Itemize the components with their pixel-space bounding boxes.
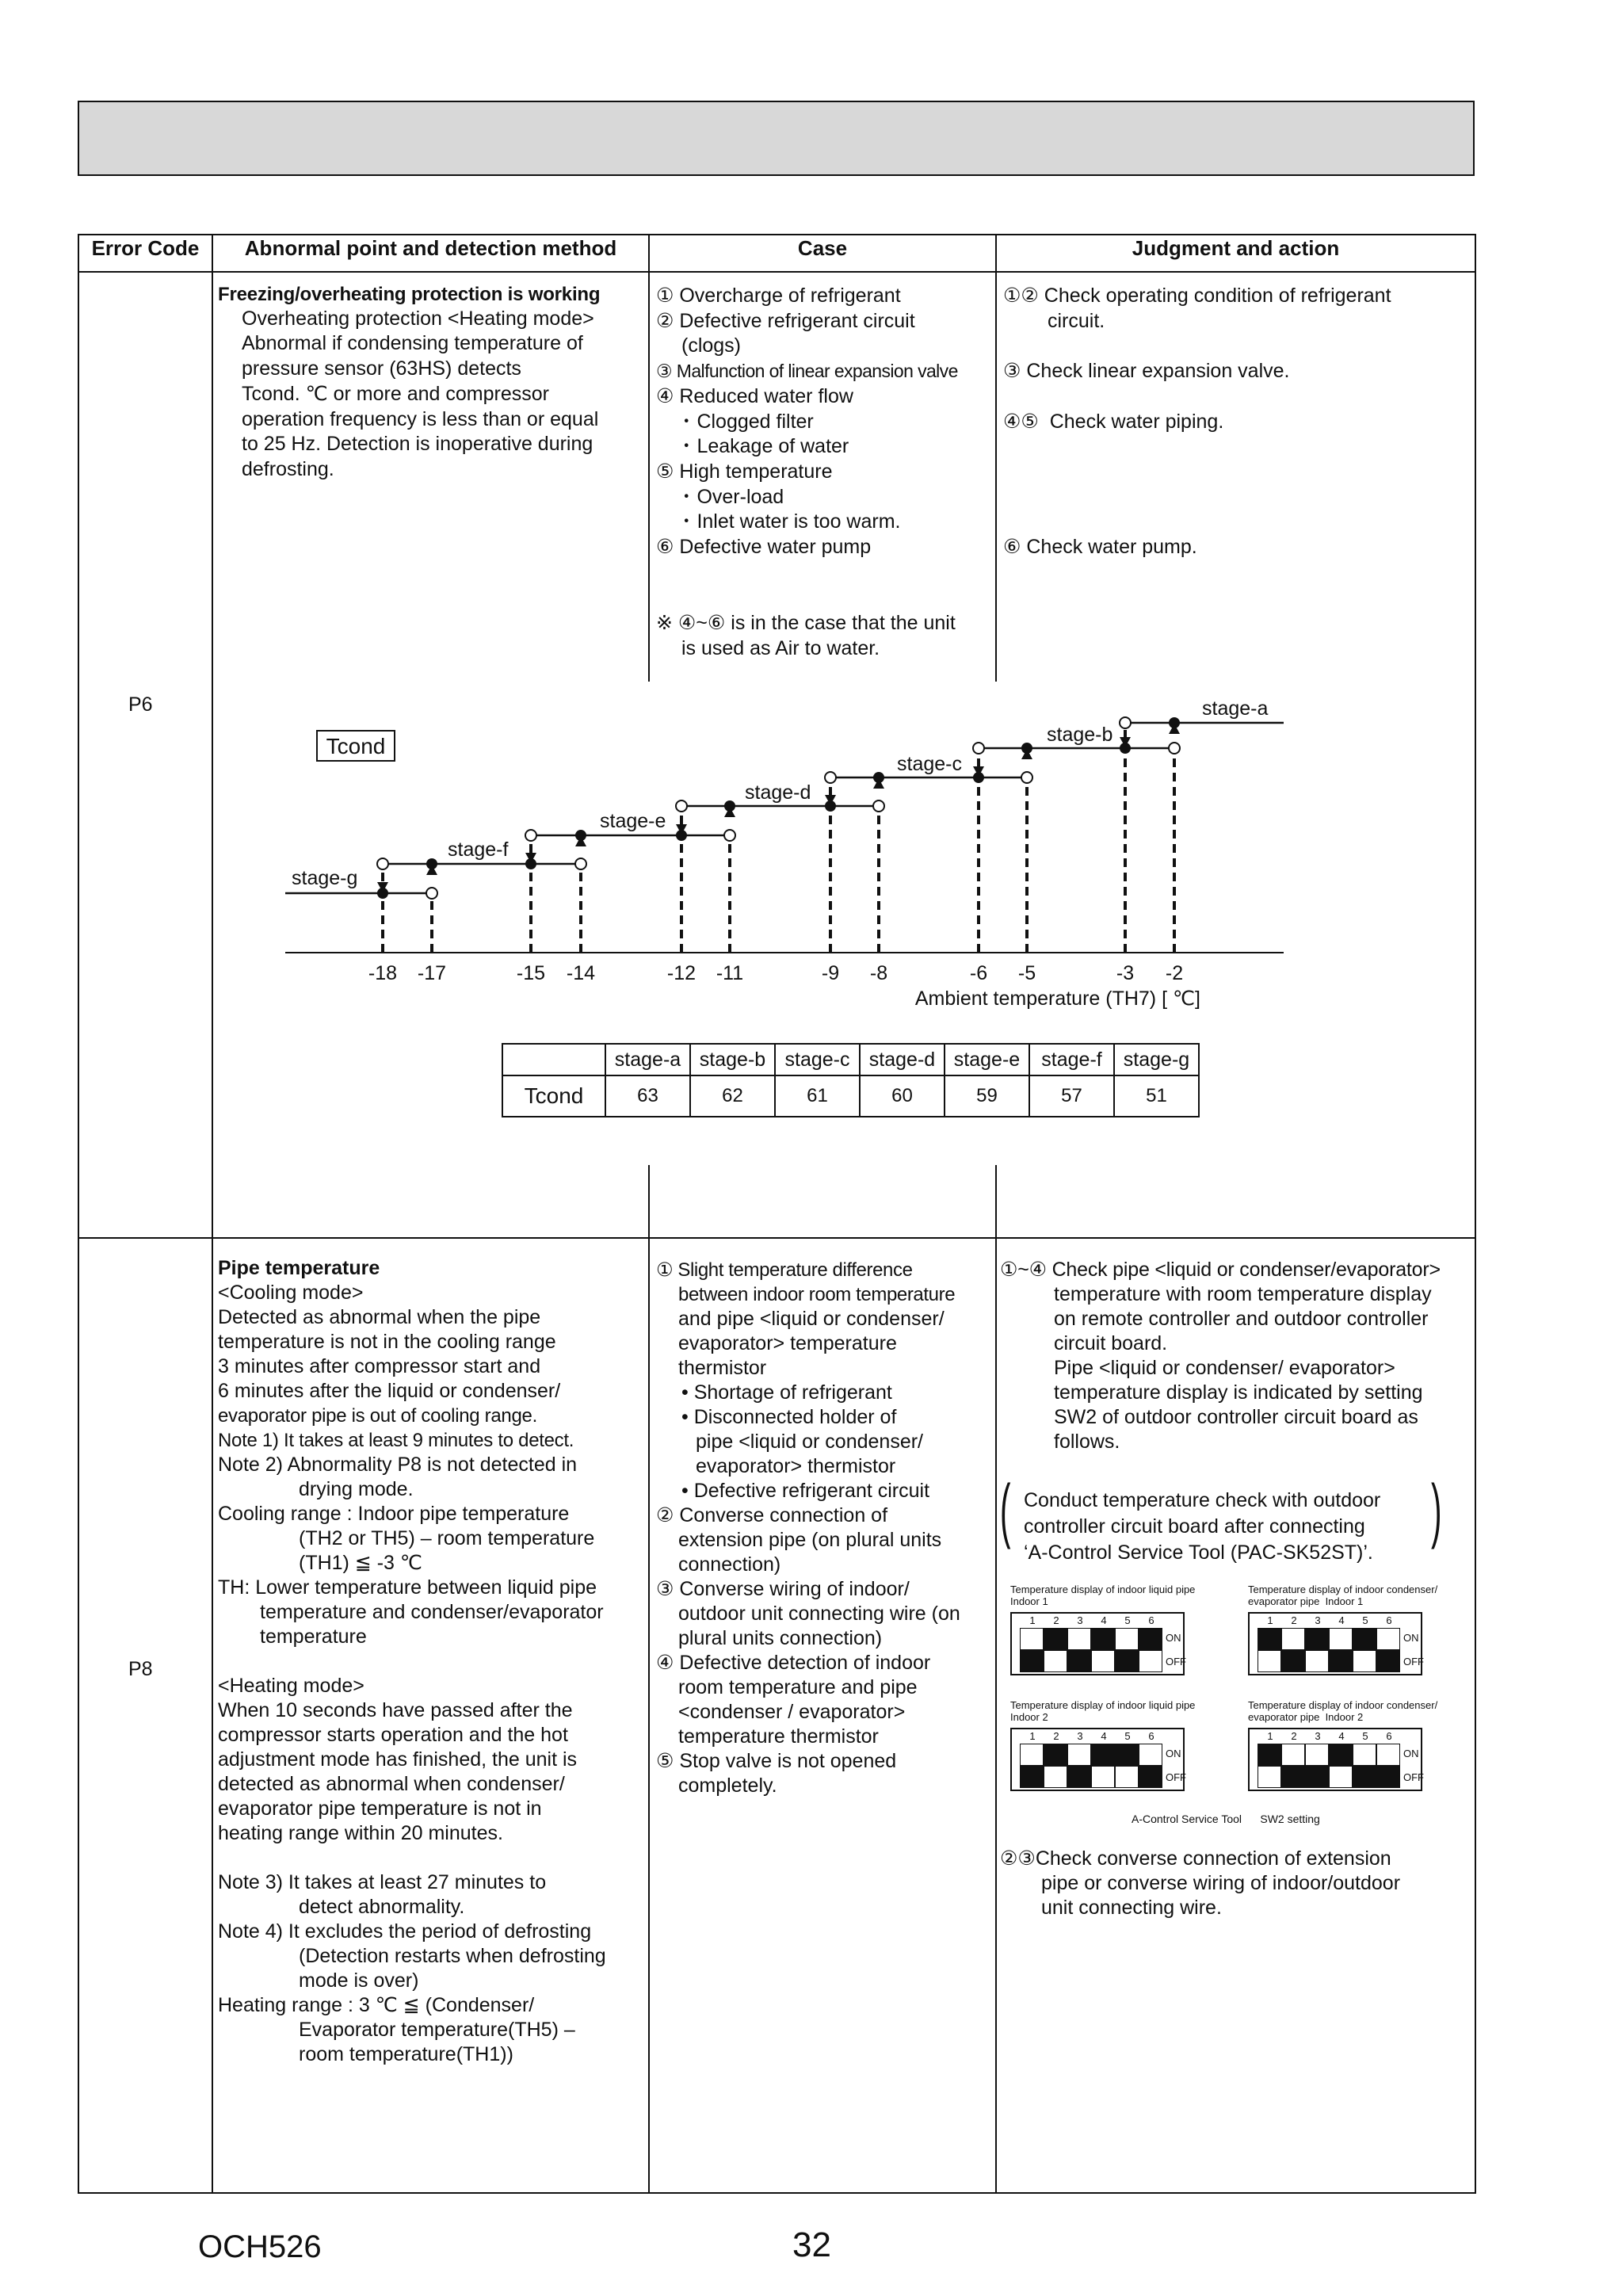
stage-table-header — [502, 1044, 1199, 1075]
p8-detection-line: mode is over) — [299, 1969, 419, 1992]
p6-case-line: (clogs) — [681, 334, 742, 357]
p8-case-line: pipe <liquid or condenser/ — [696, 1431, 923, 1453]
sw2-panel-caption: Temperature display of indoor condenser/ evaporator pipe Indoor 1 — [1248, 1584, 1438, 1607]
p6-case-line: ② Defective refrigerant circuit — [656, 310, 915, 332]
stage-table-corner — [502, 1044, 605, 1075]
p8-detection-line: Note 4) It excludes the period of defrosting — [218, 1920, 592, 1943]
p8-action-line: temperature display is indicated by setting — [1054, 1381, 1423, 1404]
p8-case-line: ② Converse connection of — [656, 1504, 888, 1526]
dip-switch — [1139, 1744, 1162, 1766]
p8-action-note: controller circuit board after connecting — [1024, 1515, 1365, 1538]
dip-switch — [1020, 1744, 1044, 1766]
header-error-code: Error Code — [91, 236, 200, 260]
p6-action-line: circuit. — [1048, 310, 1105, 332]
dip-switch-block — [1248, 1728, 1422, 1791]
dip-switch-number: 4 — [1101, 1614, 1107, 1626]
p6-detection-line: pressure sensor (63HS) detects — [242, 357, 521, 380]
dip-switch-number: 1 — [1029, 1614, 1036, 1626]
p8-case-line: plural units connection) — [678, 1627, 883, 1649]
footer-model: OCH526 — [198, 2229, 322, 2264]
p8-code: P8 — [128, 1658, 153, 1680]
dip-switch-fill — [1281, 1650, 1305, 1672]
row-divider — [78, 1237, 1476, 1239]
stage-label: stage-c — [897, 753, 962, 775]
p8-detection-line: (Detection restarts when defrosting — [299, 1945, 606, 1967]
p6-detection-line: Tcond. ℃ or more and compressor — [242, 383, 549, 405]
open-point — [873, 800, 884, 812]
dip-on-label: ON — [1403, 1748, 1419, 1759]
stage-label: stage-g — [292, 867, 358, 889]
open-point — [426, 888, 437, 899]
dip-switch-number: 4 — [1101, 1730, 1107, 1742]
p6-detection-line: Overheating protection <Heating mode> — [242, 308, 594, 330]
p8-case-line: ① Slight temperature difference — [656, 1259, 913, 1281]
p8-detection-line: <Heating mode> — [218, 1675, 364, 1697]
x-tick-label: -3 — [1116, 962, 1135, 984]
p6-detection-line: to 25 Hz. Detection is inoperative during — [242, 433, 593, 455]
x-tick-label: -9 — [821, 962, 840, 984]
open-point — [525, 830, 536, 841]
p6-detection-title: Freezing/overheating protection is working — [218, 284, 601, 305]
stage-value: 61 — [775, 1075, 860, 1117]
dip-switch-fill — [1139, 1628, 1162, 1650]
col-divider-3b — [995, 1165, 997, 2194]
p8-detection-line: 3 minutes after compressor start and — [218, 1355, 541, 1377]
p8-action-line: ①~④ Check pipe <liquid or condenser/evaporator> — [1000, 1259, 1441, 1281]
open-point — [1021, 772, 1032, 783]
open-point — [973, 743, 984, 754]
p8-action-note: Conduct temperature check with outdoor — [1024, 1489, 1381, 1511]
x-tick-label: -6 — [969, 962, 988, 984]
p6-case-line: ･ Over-load — [681, 486, 784, 508]
dip-switch — [1044, 1650, 1067, 1672]
sw2-panel-caption: Temperature display of indoor liquid pipe Indoor 2 — [1010, 1699, 1196, 1723]
p8-detection-line: temperature — [260, 1626, 367, 1648]
dip-switch — [1305, 1744, 1329, 1766]
p8-case-line: and pipe <liquid or condenser/ — [678, 1308, 945, 1330]
x-axis-label: Ambient temperature (TH7) [ ℃] — [914, 988, 1200, 1010]
dip-switch-number: 5 — [1362, 1614, 1368, 1626]
x-tick-label: -11 — [716, 962, 744, 984]
p8-case-line: ④ Defective detection of indoor — [656, 1652, 931, 1674]
p8-action-line: Pipe <liquid or condenser/ evaporator> — [1054, 1357, 1395, 1379]
p8-case-line: evaporator> temperature — [678, 1332, 897, 1354]
dip-switch-fill — [1044, 1628, 1067, 1650]
p8-detection-title: Pipe temperature — [218, 1257, 380, 1279]
p8-detection-line: evaporator pipe is out of cooling range. — [218, 1405, 537, 1427]
p6-detection-line: operation frequency is less than or equal — [242, 408, 599, 430]
dip-switch-block — [1010, 1728, 1185, 1791]
p6-case-line: ･ Inlet water is too warm. — [681, 510, 901, 533]
p8-case-line: room temperature and pipe — [678, 1676, 918, 1698]
p8-case-line: • Defective refrigerant circuit — [681, 1480, 930, 1502]
header-case: Case — [797, 236, 848, 260]
dip-switch-number: 4 — [1338, 1730, 1345, 1742]
p8-detection-line: 6 minutes after the liquid or condenser/ — [218, 1380, 561, 1402]
stage-label: stage-a — [1202, 697, 1269, 720]
dip-switch-number: 2 — [1053, 1730, 1059, 1742]
dip-off-label: OFF — [1403, 1656, 1424, 1668]
p8-action-line: circuit board. — [1054, 1332, 1168, 1354]
p8-action-line: on remote controller and outdoor controller — [1054, 1308, 1429, 1330]
dip-switch-number: 1 — [1267, 1730, 1273, 1742]
dip-switch — [1139, 1650, 1162, 1672]
tcond-chart — [0, 0, 1622, 1030]
dip-switch-number: 6 — [1386, 1614, 1392, 1626]
dip-switch — [1329, 1628, 1353, 1650]
stage-value: 59 — [945, 1075, 1029, 1117]
p6-case-line: ⑥ Defective water pump — [656, 536, 872, 558]
p8-case-line: connection) — [678, 1553, 781, 1576]
p6-detection-line: defrosting. — [242, 458, 334, 480]
dip-switch-fill — [1353, 1628, 1376, 1650]
dip-switch-fill — [1044, 1744, 1067, 1766]
p8-action-line: unit connecting wire. — [1041, 1897, 1222, 1919]
p8-detection-line: compressor starts operation and the hot — [218, 1724, 568, 1746]
p6-action-line: ①② Check operating condition of refrigerant — [1003, 285, 1391, 307]
p8-case-line: between indoor room temperature — [678, 1284, 956, 1305]
stage-row-label: Tcond — [502, 1075, 605, 1117]
stage-value: 63 — [605, 1075, 690, 1117]
stage-table — [502, 1043, 1200, 1117]
dip-switch — [1044, 1766, 1067, 1788]
p8-detection-line: Note 3) It takes at least 27 minutes to — [218, 1871, 547, 1893]
p8-action-line: temperature with room temperature display — [1054, 1283, 1432, 1305]
x-tick-label: -14 — [566, 962, 596, 984]
open-point — [724, 830, 735, 841]
p8-detection-line: Note 1) It takes at least 9 minutes to detect. — [218, 1430, 574, 1451]
p8-detection-line: adjustment mode has finished, the unit is — [218, 1748, 578, 1771]
dip-switch — [1353, 1744, 1376, 1766]
x-tick-label: -5 — [1017, 962, 1036, 984]
dip-switch — [1091, 1650, 1115, 1672]
dip-switch-number: 2 — [1053, 1614, 1059, 1626]
dip-switch-number: 5 — [1124, 1730, 1131, 1742]
stage-name: stage-a — [605, 1044, 690, 1075]
dip-switch-fill — [1139, 1766, 1162, 1788]
x-tick-label: -2 — [1165, 962, 1184, 984]
x-tick-label: -12 — [666, 962, 697, 984]
p8-detection-line: temperature and condenser/evaporator — [260, 1601, 604, 1623]
dip-switch-block — [1248, 1612, 1422, 1675]
dip-switch-fill — [1020, 1766, 1044, 1788]
dip-switch — [1258, 1766, 1281, 1788]
dip-switch — [1115, 1628, 1139, 1650]
p8-detection-line: Note 2) Abnormality P8 is not detected in — [218, 1454, 578, 1476]
p8-action-line: pipe or converse wiring of indoor/outdoor — [1041, 1872, 1401, 1894]
p8-detection-line: Evaporator temperature(TH5) – — [299, 2019, 575, 2041]
p8-case-line: ③ Converse wiring of indoor/ — [656, 1578, 910, 1600]
dip-switch-fill — [1115, 1744, 1139, 1766]
p6-case-line: ④ Reduced water flow — [656, 385, 853, 407]
p8-detection-line: detect abnormality. — [299, 1896, 465, 1918]
dip-switch — [1115, 1766, 1139, 1788]
dip-on-label: ON — [1166, 1748, 1181, 1759]
p8-action-line: SW2 of outdoor controller circuit board as — [1054, 1406, 1418, 1428]
p8-detection-line: Cooling range : Indoor pipe temperature — [218, 1503, 570, 1525]
dip-switch-number: 3 — [1077, 1614, 1083, 1626]
dip-switch-fill — [1305, 1766, 1329, 1788]
stage-name: stage-f — [1029, 1044, 1114, 1075]
dip-switch — [1067, 1744, 1091, 1766]
dip-switch — [1281, 1744, 1305, 1766]
dip-switch-number: 5 — [1362, 1730, 1368, 1742]
dip-switch-number: 2 — [1291, 1614, 1297, 1626]
dip-switch — [1376, 1628, 1400, 1650]
p6-case-note: is used as Air to water. — [681, 637, 880, 659]
dip-switch-fill — [1115, 1650, 1139, 1672]
p8-detection-line: detected as abnormal when condenser/ — [218, 1773, 565, 1795]
p6-action-line: ⑥ Check water pump. — [1003, 536, 1197, 558]
header-detection: Abnormal point and detection method — [244, 236, 617, 260]
open-point — [825, 772, 836, 783]
p6-code: P6 — [128, 693, 153, 716]
stage-value: 60 — [860, 1075, 945, 1117]
header-judgment: Judgment and action — [1132, 236, 1340, 260]
x-tick-label: -15 — [516, 962, 546, 984]
right-paren: ) — [1431, 1471, 1442, 1550]
open-point — [1169, 743, 1180, 754]
x-tick-label: -18 — [368, 962, 398, 984]
stage-value: 51 — [1114, 1075, 1199, 1117]
stage-label: stage-e — [600, 810, 666, 832]
stage-value: 57 — [1029, 1075, 1114, 1117]
stage-label: stage-d — [745, 781, 811, 804]
p8-detection-line: evaporator pipe temperature is not in — [218, 1797, 542, 1820]
p6-action-line: ④⑤ Check water piping. — [1003, 411, 1224, 433]
sw2-panel-caption: Temperature display of indoor liquid pipe Indoor 1 — [1010, 1584, 1196, 1607]
p8-action-note: ‘A-Control Service Tool (PAC-SK52ST)’. — [1024, 1541, 1373, 1564]
dip-switch-number: 6 — [1148, 1614, 1154, 1626]
stage-name: stage-d — [860, 1044, 945, 1075]
p8-detection-line: (TH1) ≦ -3 ℃ — [299, 1552, 422, 1574]
stage-name: stage-e — [945, 1044, 1029, 1075]
left-paren: ( — [1000, 1471, 1011, 1550]
dip-off-label: OFF — [1166, 1656, 1186, 1668]
stage-name: stage-b — [690, 1044, 775, 1075]
p8-case-line: completely. — [678, 1775, 777, 1797]
stage-name: stage-g — [1114, 1044, 1199, 1075]
p8-detection-line: <Cooling mode> — [218, 1282, 364, 1304]
p8-detection-line: Heating range : 3 ℃ ≦ (Condenser/ — [218, 1994, 535, 2016]
open-point — [676, 800, 687, 812]
sw2-panel-caption: Temperature display of indoor condenser/ evaporator pipe Indoor 2 — [1248, 1699, 1438, 1723]
dip-switch-fill — [1258, 1744, 1281, 1766]
dip-switch-fill — [1281, 1766, 1305, 1788]
dip-switch-number: 3 — [1315, 1730, 1321, 1742]
dip-switch-number: 1 — [1029, 1730, 1036, 1742]
p6-detection-line: Abnormal if condensing temperature of — [242, 332, 583, 354]
sw2-footer: A-Control Service Tool SW2 setting — [1132, 1813, 1320, 1825]
p8-case-line: extension pipe (on plural units — [678, 1529, 942, 1551]
stage-label: stage-b — [1047, 724, 1113, 746]
footer-page: 32 — [792, 2225, 831, 2264]
col-divider-2b — [648, 1165, 650, 2194]
dip-switch-number: 1 — [1267, 1614, 1273, 1626]
p6-case-line: ① Overcharge of refrigerant — [656, 285, 901, 307]
open-point — [575, 858, 586, 869]
dip-switch — [1091, 1766, 1115, 1788]
dip-switch — [1329, 1766, 1353, 1788]
dip-on-label: ON — [1166, 1632, 1181, 1644]
dip-switch-number: 6 — [1148, 1730, 1154, 1742]
tcond-label: Tcond — [326, 734, 386, 758]
p8-detection-line: heating range within 20 minutes. — [218, 1822, 503, 1844]
dip-switch-block — [1010, 1612, 1185, 1675]
p6-case-line: ･ Clogged filter — [681, 411, 814, 433]
p8-case-line: ⑤ Stop valve is not opened — [656, 1750, 897, 1772]
stage-name: stage-c — [775, 1044, 860, 1075]
x-tick-label: -17 — [417, 962, 447, 984]
p8-detection-line: temperature is not in the cooling range — [218, 1331, 556, 1353]
dip-switch-fill — [1067, 1766, 1091, 1788]
p6-case-line: ⑤ High temperature — [656, 460, 833, 483]
dip-switch — [1020, 1628, 1044, 1650]
dip-switch-fill — [1305, 1628, 1329, 1650]
p8-case-line: temperature thermistor — [678, 1725, 879, 1748]
p8-case-line: thermistor — [678, 1357, 767, 1379]
dip-switch — [1353, 1650, 1376, 1672]
dip-switch — [1258, 1650, 1281, 1672]
stage-value: 62 — [690, 1075, 775, 1117]
dip-switch-fill — [1329, 1650, 1353, 1672]
dip-off-label: OFF — [1403, 1771, 1424, 1783]
dip-switch-fill — [1067, 1650, 1091, 1672]
dip-switch-number: 3 — [1077, 1730, 1083, 1742]
dip-switch-number: 2 — [1291, 1730, 1297, 1742]
dip-on-label: ON — [1403, 1632, 1419, 1644]
dip-switch-fill — [1376, 1766, 1400, 1788]
dip-switch-number: 6 — [1386, 1730, 1392, 1742]
open-point — [1120, 717, 1131, 728]
dip-switch-fill — [1329, 1744, 1353, 1766]
dip-switch — [1067, 1628, 1091, 1650]
dip-switch-fill — [1091, 1628, 1115, 1650]
dip-switch-number: 3 — [1315, 1614, 1321, 1626]
p8-case-line: evaporator> thermistor — [696, 1455, 896, 1477]
p6-case-line: ･ Leakage of water — [681, 435, 849, 457]
p8-action-line: follows. — [1054, 1431, 1120, 1453]
dip-switch-fill — [1353, 1766, 1376, 1788]
p8-case-line: <condenser / evaporator> — [678, 1701, 906, 1723]
p6-case-note: ※ ④~⑥ is in the case that the unit — [656, 612, 956, 634]
p8-action-line: ②③Check converse connection of extension — [1000, 1847, 1391, 1870]
dip-switch — [1281, 1628, 1305, 1650]
p8-detection-line: When 10 seconds have passed after the — [218, 1699, 573, 1721]
dip-switch-fill — [1091, 1744, 1115, 1766]
p8-detection-line: Detected as abnormal when the pipe — [218, 1306, 541, 1328]
p8-detection-line: room temperature(TH1)) — [299, 2043, 513, 2065]
dip-switch-fill — [1376, 1650, 1400, 1672]
dip-switch-number: 5 — [1124, 1614, 1131, 1626]
dip-switch-fill — [1258, 1628, 1281, 1650]
p8-detection-line: (TH2 or TH5) – room temperature — [299, 1527, 595, 1549]
x-tick-label: -8 — [869, 962, 888, 984]
dip-switch — [1376, 1744, 1400, 1766]
p8-case-line: • Disconnected holder of — [681, 1406, 897, 1428]
dip-off-label: OFF — [1166, 1771, 1186, 1783]
dip-switch-number: 4 — [1338, 1614, 1345, 1626]
dip-switch-fill — [1020, 1650, 1044, 1672]
p8-detection-line: drying mode. — [299, 1478, 414, 1500]
open-point — [377, 858, 388, 869]
dip-switch — [1305, 1650, 1329, 1672]
p8-detection-line: TH: Lower temperature between liquid pipe — [218, 1576, 597, 1599]
stage-table-values — [502, 1075, 1199, 1117]
p6-action-line: ③ Check linear expansion valve. — [1003, 360, 1290, 382]
p8-case-line: outdoor unit connecting wire (on — [678, 1603, 960, 1625]
stage-label: stage-f — [448, 839, 509, 861]
p8-case-line: • Shortage of refrigerant — [681, 1381, 892, 1404]
p6-case-line: ③ Malfunction of linear expansion valve — [656, 361, 958, 381]
